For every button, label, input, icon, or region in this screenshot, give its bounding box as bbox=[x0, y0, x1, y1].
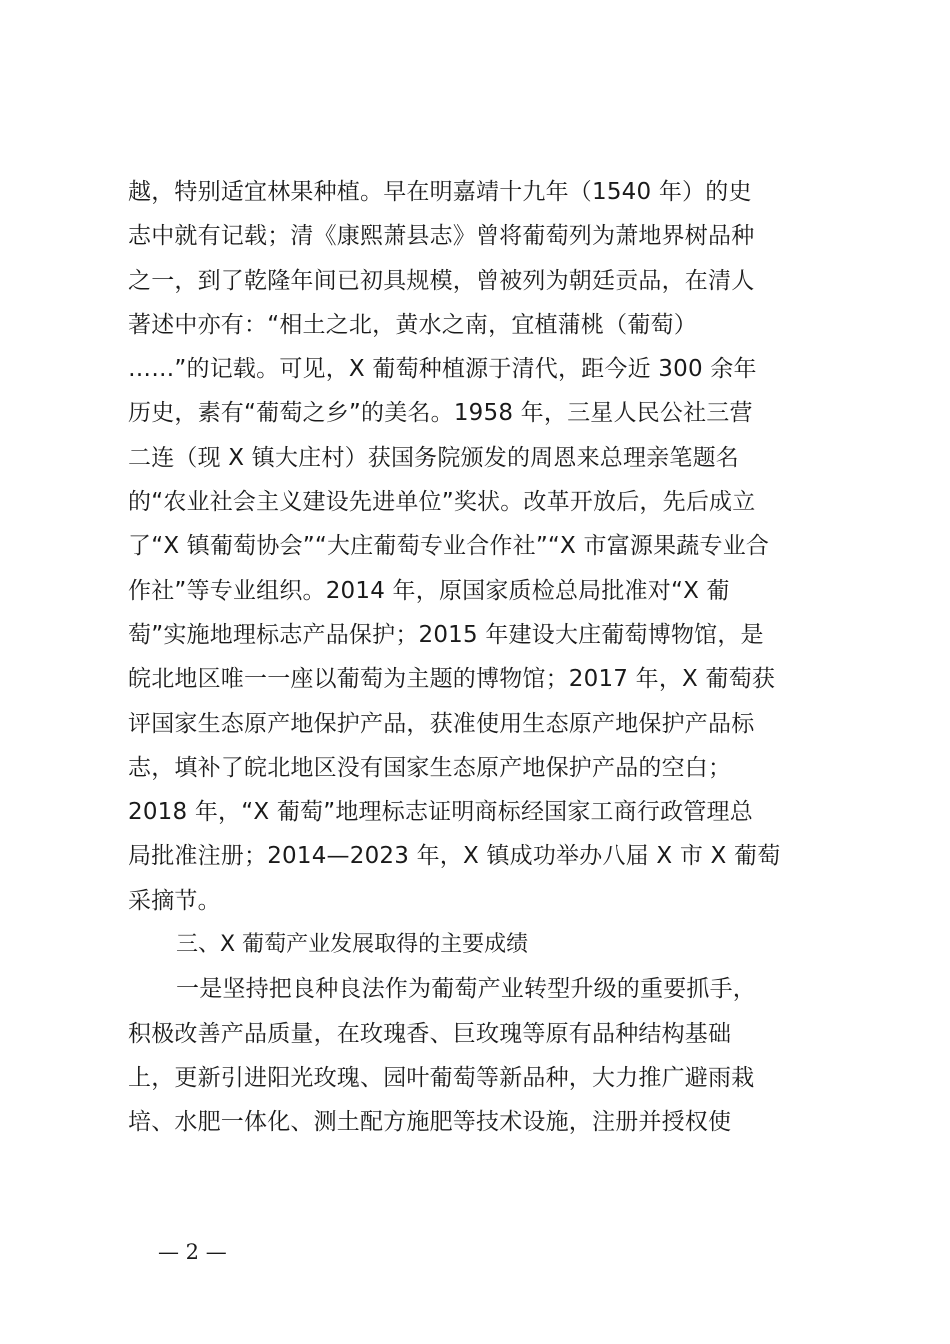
text-line: 的“农业社会主义建设先进单位”奖状。改革开放后，先后成立 bbox=[128, 489, 756, 516]
text-line: 皖北地区唯一一座以葡萄为主题的博物馆；2017 年，X 葡萄获 bbox=[128, 666, 776, 693]
text-line: 评国家生态原产地保护产品，获准使用生态原产地保护产品标 bbox=[128, 710, 755, 737]
text-line: 志中就有记载；清《康熙萧县志》曾将葡萄列为萧地界树品种 bbox=[128, 223, 755, 250]
text-line: 上，更新引进阳光玫瑰、园叶葡萄等新品种，大力推广避雨栽 bbox=[128, 1064, 755, 1091]
text-line: 培、水肥一体化、测土配方施肥等技术设施，注册并授权使 bbox=[128, 1109, 732, 1136]
text-line: 采摘节。 bbox=[128, 887, 221, 914]
text-line: 历史，素有“葡萄之乡”的美名。1958 年，三星人民公社三营 bbox=[128, 400, 753, 427]
page-number: — 2 — bbox=[158, 1240, 227, 1264]
section-heading: 三、X 葡萄产业发展取得的主要成绩 bbox=[176, 932, 529, 958]
text-line: ……”的记载。可见，X 葡萄种植源于清代，距今近 300 余年 bbox=[128, 356, 757, 383]
text-line: 积极改善产品质量，在玫瑰香、巨玫瑰等原有品种结构基础 bbox=[128, 1020, 732, 1047]
text-line: 作社”等专业组织。2014 年，原国家质检总局批准对“X 葡 bbox=[128, 577, 730, 604]
body-text bbox=[128, 170, 828, 1145]
text-line: 了“X 镇葡萄协会”“大庄葡萄专业合作社”“X 市富源果蔬专业合 bbox=[128, 533, 770, 560]
text-line: 越，特别适宜林果种植。早在明嘉靖十九年（1540 年）的史 bbox=[128, 179, 752, 205]
text-line: 萄”实施地理标志产品保护；2015 年建设大庄葡萄博物馆，是 bbox=[128, 621, 764, 648]
text-line: 著述中亦有：“相土之北，黄水之南，宜植蒲桃（葡萄） bbox=[128, 311, 697, 338]
text-line: 一是坚持把良种良法作为葡萄产业转型升级的重要抓手， bbox=[176, 976, 756, 1003]
text-line: 2018 年，“X 葡萄”地理标志证明商标经国家工商行政管理总 bbox=[128, 799, 753, 826]
text-line: 志，填补了皖北地区没有国家生态原产地保护产品的空白； bbox=[128, 754, 732, 781]
text-line: 局批准注册；2014—2023 年，X 镇成功举办八届 X 市 X 葡萄 bbox=[128, 843, 781, 870]
text-line: 之一，到了乾隆年间已初具规模，曾被列为朝廷贡品，在清人 bbox=[128, 267, 755, 294]
text-line: 二连（现 X 镇大庄村）获国务院颁发的周恩来总理亲笔题名 bbox=[128, 444, 739, 471]
